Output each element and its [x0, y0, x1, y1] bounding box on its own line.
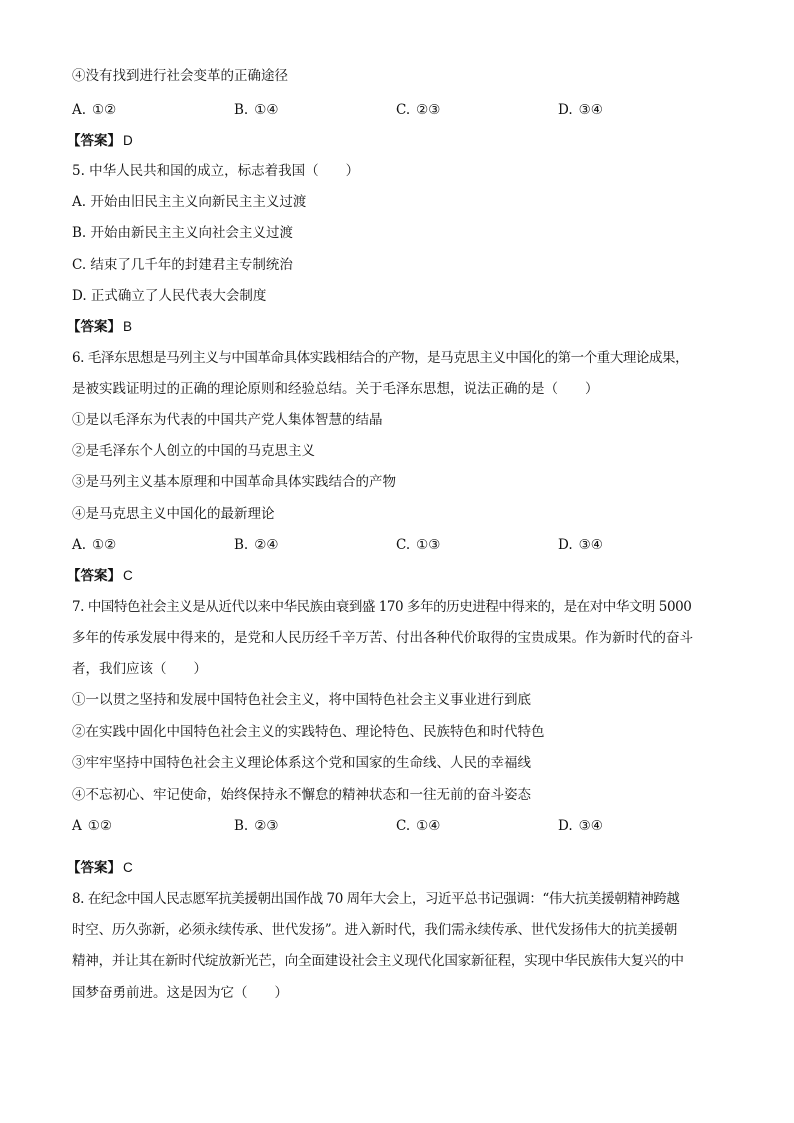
answer-value: C	[123, 568, 133, 583]
q6-option-a: A. ①②	[72, 537, 117, 553]
q7-option-b: B. ②③	[234, 818, 279, 834]
q8-stem-line-4: 国梦奋勇前进。这是因为它（ ）	[72, 985, 288, 1001]
q6-answer	[67, 567, 133, 585]
answer-value: D	[123, 133, 133, 148]
answer-value: B	[123, 319, 133, 334]
q7-stem-line-2: 多年的传承发展中得来的，是党和人民历经千辛万苦、付出各种代价取得的宝贵成果。作为新时代的奋斗	[72, 630, 693, 646]
q5-choice-d: D. 正式确立了人民代表大会制度	[72, 288, 267, 304]
q5-choice-b: B. 开始由新民主主义向社会主义过渡	[72, 225, 294, 241]
q7-options	[72, 817, 722, 835]
answer-value: C	[123, 860, 133, 875]
q7-stem-line-3: 者，我们应该（ ）	[72, 661, 207, 677]
q7-option-d: D. ③④	[558, 818, 603, 834]
q4-option-d: D. ③④	[558, 102, 603, 118]
answer-tag: 【答案】	[67, 568, 121, 584]
q5-answer	[67, 318, 133, 336]
q6-statement-1: ①是以毛泽东为代表的中国共产党人集体智慧的结晶	[72, 412, 383, 428]
q7-stem-line-1: 7. 中国特色社会主义是从近代以来中华民族由衰到盛 170 多年的历史进程中得来的，是在对中华文明 5000	[72, 599, 692, 615]
q4-options	[72, 101, 722, 119]
q8-stem-line-3: 精神，并让其在新时代绽放新光芒，向全面建设社会主义现代化国家新征程，实现中华民族伟大复兴的中	[72, 953, 684, 969]
q4-answer	[67, 132, 133, 150]
q8-stem-line-2: 时空、历久弥新，必须永续传承、世代发扬”。进入新时代，我们需永续传承、世代发扬伟大的抗美援朝	[72, 922, 678, 938]
q5-stem: 5. 中华人民共和国的成立，标志着我国（ ）	[72, 163, 360, 179]
answer-tag: 【答案】	[67, 133, 121, 149]
q6-statement-4: ④是马克思主义中国化的最新理论	[72, 506, 275, 522]
q6-stem-line-1: 6. 毛泽东思想是马列主义与中国革命具体实践相结合的产物，是马克思主义中国化的第一个重大理论成果，	[72, 350, 689, 366]
q6-stem-line-2: 是被实践证明过的正确的理论原则和经验总结。关于毛泽东思想，说法正确的是（ ）	[72, 381, 599, 397]
answer-tag: 【答案】	[67, 860, 121, 876]
q6-option-c: C. ①③	[396, 537, 441, 553]
answer-tag: 【答案】	[67, 319, 121, 335]
q4-option-b: B. ①④	[234, 102, 279, 118]
q4-option-a: A. ①②	[72, 102, 117, 118]
q4-option-c: C. ②③	[396, 102, 441, 118]
q5-choice-a: A. 开始由旧民主主义向新民主主义过渡	[72, 194, 307, 210]
q6-statement-3: ③是马列主义基本原理和中国革命具体实践结合的产物	[72, 474, 396, 490]
q4-statement-4: ④没有找到进行社会变革的正确途径	[72, 68, 288, 84]
q7-answer	[67, 859, 133, 877]
q7-statement-4: ④不忘初心、牢记使命，始终保持永不懈怠的精神状态和一往无前的奋斗姿态	[72, 787, 531, 803]
q6-options	[72, 536, 722, 554]
q6-statement-2: ②是毛泽东个人创立的中国的马克思主义	[72, 443, 315, 459]
q7-statement-3: ③牢牢坚持中国特色社会主义理论体系这个党和国家的生命线、人民的幸福线	[72, 755, 531, 771]
q7-option-c: C. ①④	[396, 818, 441, 834]
q7-option-a: A ①②	[72, 818, 112, 834]
q7-statement-2: ②在实践中固化中国特色社会主义的实践特色、理论特色、民族特色和时代特色	[72, 724, 545, 740]
q8-stem-line-1: 8. 在纪念中国人民志愿军抗美援朝出国作战 70 周年大会上，习近平总书记强调：“伟大抗美援朝精神跨越	[72, 891, 680, 907]
q6-option-d: D. ③④	[558, 537, 603, 553]
q5-choice-c: C. 结束了几千年的封建君主专制统治	[72, 257, 293, 273]
q7-statement-1: ①一以贯之坚持和发展中国特色社会主义，将中国特色社会主义事业进行到底	[72, 692, 531, 708]
q6-option-b: B. ②④	[234, 537, 279, 553]
